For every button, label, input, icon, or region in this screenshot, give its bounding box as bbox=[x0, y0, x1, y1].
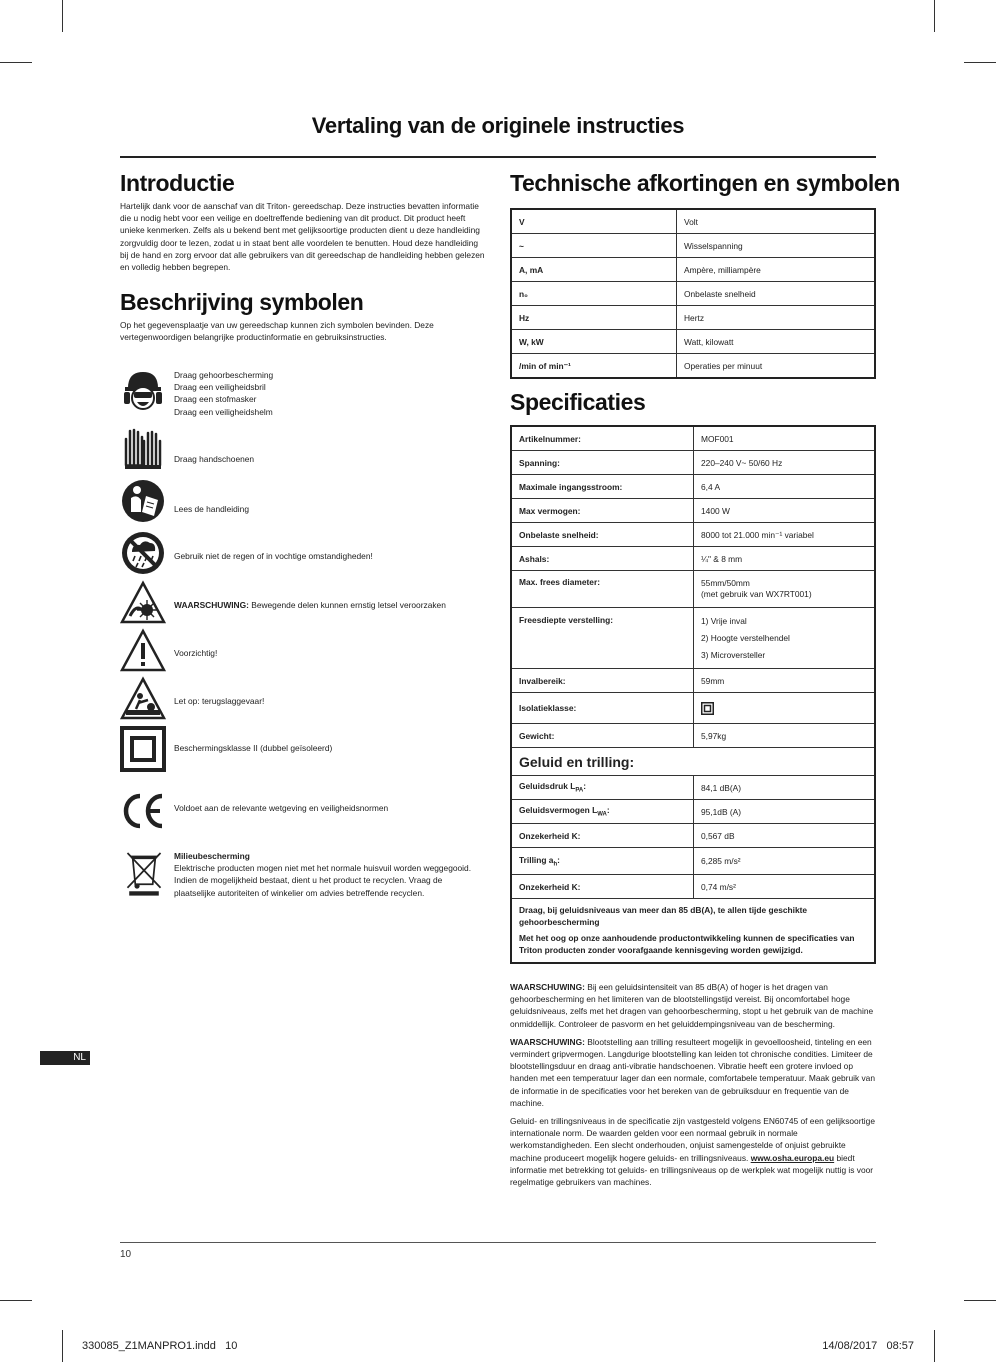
table-row bbox=[511, 776, 875, 800]
symbol-ppe bbox=[120, 368, 486, 418]
osha-link[interactable]: www.osha.europa.eu bbox=[750, 1152, 835, 1163]
abbrev-key: ~ bbox=[511, 234, 677, 258]
symbol-ce bbox=[120, 788, 486, 828]
warning-label: WAARSCHUWING: bbox=[510, 1036, 585, 1047]
spec-key-text: Geluidsvermogen L bbox=[519, 805, 598, 816]
abbrev-value: Watt, kilowatt bbox=[677, 330, 876, 354]
footer-rule bbox=[120, 1242, 876, 1243]
table-row bbox=[511, 354, 875, 379]
symbol-moving-parts bbox=[120, 580, 486, 626]
table-row bbox=[511, 475, 875, 499]
spec-value: 95,1dB (A) bbox=[694, 800, 876, 824]
symbols-text: Op het gegevensplaatje van uw gereedschap kunnen zich symbolen bevinden. Deze vertegenwoordigen belangrijke productinformatie en gebruiksinstructies. bbox=[120, 320, 434, 343]
spec-key: Onbelaste snelheid: bbox=[511, 523, 694, 547]
double-insulation-icon bbox=[701, 702, 714, 715]
abbrev-key: A, mA bbox=[511, 258, 677, 282]
table-row bbox=[511, 608, 875, 669]
sound-heading: Geluid en trilling: bbox=[511, 748, 875, 776]
ppe-line: Draag gehoorbescherming bbox=[174, 370, 274, 380]
table-row bbox=[511, 669, 875, 693]
abbrev-heading: Technische afkortingen en symbolen bbox=[510, 170, 900, 196]
table-row bbox=[511, 875, 875, 899]
symbol-caution bbox=[120, 628, 486, 674]
page-title: Vertaling van de originele instructies bbox=[311, 113, 685, 138]
table-row bbox=[511, 523, 875, 547]
warning-label: WAARSCHUWING: bbox=[510, 982, 585, 992]
weee-bin-icon bbox=[124, 846, 164, 900]
spec-key-text: Geluidsdruk L bbox=[519, 781, 576, 792]
table-row bbox=[511, 724, 875, 748]
rain-text: Gebruik niet de regen of in vochtige omstandigheden! bbox=[174, 551, 373, 561]
specs-table bbox=[510, 425, 876, 964]
table-row bbox=[511, 306, 875, 330]
table-row bbox=[511, 258, 875, 282]
table-row bbox=[511, 330, 875, 354]
table-row bbox=[511, 899, 875, 964]
caution-text: Voorzichtig! bbox=[174, 648, 218, 658]
language-tab: NL bbox=[40, 1051, 90, 1065]
symbol-kickback bbox=[120, 676, 486, 722]
crop-mark bbox=[964, 62, 996, 63]
crop-mark bbox=[934, 1330, 935, 1362]
table-row bbox=[511, 282, 875, 306]
spec-value: 220–240 V~ 50/60 Hz bbox=[694, 451, 876, 475]
spec-value: 2) Hoogte verstelhendel bbox=[701, 633, 790, 643]
table-row bbox=[511, 547, 875, 571]
crop-mark bbox=[934, 0, 935, 32]
spec-value: MOF001 bbox=[694, 426, 876, 451]
warning-text: Blootstelling aan trilling resulteert mogelijk in gevoelloosheid, tinteling en een vermindert gripvermogen. Langdurige blootstelling kan leiden tot chronische condities. Limiteer de blootstellingsduur en draag anti-vibratie handschoenen. Vibratie heeft een grotere invloed op handen met een temperatuur lager dan een normale, comfortabele temperatuur. Maak gebruik van de informatie in de specificaties voor het bereken van de gebruiksduur en frequentie van de machine. bbox=[510, 1036, 875, 1108]
class2-text: Beschermingsklasse II (dubbel geïsoleerd) bbox=[174, 743, 333, 753]
ppe-line: Draag een veiligheidshelm bbox=[174, 406, 273, 417]
spec-key-sub: h bbox=[553, 861, 558, 868]
crop-mark bbox=[964, 1300, 996, 1301]
spec-key: Geluidsvermogen $L_{WA}$: bbox=[511, 800, 694, 824]
spec-value: 3) Microversteller bbox=[701, 650, 766, 660]
gloves-text: Draag handschoenen bbox=[174, 454, 255, 464]
warnings-block bbox=[510, 981, 876, 1194]
spec-key: Maximale ingangsstroom: bbox=[511, 475, 694, 499]
table-row bbox=[511, 451, 875, 475]
specs-heading: Specificaties bbox=[510, 389, 646, 415]
spec-key: Freesdiepte verstelling: bbox=[511, 608, 694, 669]
abbrev-key: /min of min⁻¹ bbox=[511, 354, 677, 379]
spec-value: 1400 W bbox=[694, 499, 876, 523]
spec-key: Ashals: bbox=[511, 547, 694, 571]
abbrev-value: Volt bbox=[677, 209, 876, 234]
crop-mark bbox=[0, 1300, 32, 1301]
info-levels bbox=[510, 1115, 876, 1188]
spec-value: 55mm/50mm bbox=[701, 578, 750, 588]
abbrev-value: Onbelaste snelheid bbox=[677, 282, 876, 306]
symbol-weee bbox=[120, 846, 486, 902]
read-manual-icon bbox=[120, 478, 166, 524]
table-row bbox=[511, 499, 875, 523]
warning-vibration bbox=[510, 1036, 876, 1109]
table-row bbox=[511, 426, 875, 451]
table-row bbox=[511, 693, 875, 724]
table-row bbox=[511, 748, 875, 776]
spec-value: 84,1 dB(A) bbox=[694, 776, 876, 800]
spec-value: 0,567 dB bbox=[694, 824, 876, 848]
spec-value: 6,4 A bbox=[694, 475, 876, 499]
slug-file: 330085_Z1MANPRO1.indd 10 bbox=[82, 1340, 238, 1352]
abbrev-key: W, kW bbox=[511, 330, 677, 354]
spec-key: Invalbereik: bbox=[511, 669, 694, 693]
symbols-heading: Beschrijving symbolen bbox=[120, 289, 364, 315]
spec-key: Spanning: bbox=[511, 451, 694, 475]
info-text: Geluid- en trillingsniveaus in de specificatie zijn vastgesteld volgens EN60745 of een gelijksoortige internationale norm. De waarden gelden voor een normaal gebruik in normale werkomstandigheden. Een slecht onderhouden, onjuist samengestelde of onjuist gebruikte machine produceert mogelijk hogere geluids- en trillingsniveaus. bbox=[510, 1116, 875, 1163]
spec-key: Artikelnummer: bbox=[511, 426, 694, 451]
ppe-head-icon bbox=[120, 368, 166, 414]
warning-text: Bij een geluidsintensiteit van 85 dB(A) of hoger is het dragen van gehoorbescherming en het limiteren van de blootstellingstijd vereist. Bij oncomfortabel hoge geluidsniveaus, zelfs met het dragen van gehoorbescherming, stopt u het gebruik van de machine onmiddellijk. Controleer de pasvorm en het geluiddempingsniveau van de bescherming. bbox=[510, 982, 874, 1029]
warning-noise bbox=[510, 981, 876, 1030]
intro-heading: Introductie bbox=[120, 170, 235, 196]
table-row bbox=[511, 800, 875, 824]
abbrev-key: Hz bbox=[511, 306, 677, 330]
symbol-class2 bbox=[120, 726, 486, 772]
kickback-text: Let op: terugslaggevaar! bbox=[174, 696, 265, 706]
gloves-icon bbox=[120, 425, 166, 471]
table-row bbox=[511, 571, 875, 608]
manual-text: Lees de handleiding bbox=[174, 504, 249, 514]
slug-date: 14/08/2017 08:57 bbox=[822, 1340, 914, 1352]
symbol-rain bbox=[120, 530, 486, 576]
no-rain-icon bbox=[120, 530, 166, 576]
spec-key-sub: PA bbox=[575, 787, 584, 794]
ce-mark-icon bbox=[120, 788, 166, 834]
title-rule bbox=[120, 156, 876, 158]
abbrev-key: V bbox=[511, 209, 677, 234]
spec-key: Trilling $a_h$: bbox=[511, 848, 694, 875]
moving-bold: WAARSCHUWING: bbox=[174, 600, 249, 610]
symbol-gloves bbox=[120, 425, 486, 471]
crop-mark bbox=[62, 0, 63, 32]
ce-text: Voldoet aan de relevante wetgeving en veiligheidsnormen bbox=[174, 803, 389, 813]
abbrev-value: Wisselspanning bbox=[677, 234, 876, 258]
spec-key-sub: WA bbox=[597, 811, 607, 818]
intro-text: Hartelijk dank voor de aanschaf van dit Triton- gereedschap. Deze instructies bevatten informatie die u nodig hebt voor een veilige en doeltreffende bediening van dit product. Dit product heeft unieke kenmerken. Zelfs als u bekend bent met gelijksoortige producten dient u deze handleiding zorgvuldig door te lezen, zodat u in staat bent alle voordelen te benutten. Houd deze handleiding bij de hand en zorg ervoor dat alle gebruikers van dit gereedschap de handleiding hebben gelezen en volledig hebben begrepen. bbox=[120, 201, 485, 273]
abbrev-table bbox=[510, 208, 876, 379]
abbrev-key: n₀ bbox=[511, 282, 677, 306]
spec-value: 0,74 m/s² bbox=[694, 875, 876, 899]
ppe-line: Draag een stofmasker bbox=[174, 394, 257, 405]
spec-value: 5,97kg bbox=[694, 724, 876, 748]
spec-key: Onzekerheid K: bbox=[511, 875, 694, 899]
spec-key: Gewicht: bbox=[511, 724, 694, 748]
table-row bbox=[511, 824, 875, 848]
abbrev-value: Operaties per minuut bbox=[677, 354, 876, 379]
spec-value: 6,285 m/s² bbox=[694, 848, 876, 875]
abbrev-value: Hertz bbox=[677, 306, 876, 330]
spec-key: Onzekerheid K: bbox=[511, 824, 694, 848]
weee-text: Elektrische producten mogen niet met het normale huisvuil worden weggegooid. Indien de mogelijkheid bestaat, dient u het product te recyclen. Vraag de plaatselijke autoriteiten of winkelier om advies betreffende recyclen. bbox=[174, 863, 472, 898]
symbol-manual bbox=[120, 478, 486, 524]
spec-value: 59mm bbox=[694, 669, 876, 693]
table-row bbox=[511, 209, 875, 234]
spec-value: ¼" & 8 mm bbox=[694, 547, 876, 571]
moving-text bbox=[174, 599, 446, 611]
spec-value: (met gebruik van WX7RT001) bbox=[701, 589, 812, 599]
spec-key: Isolatieklasse: bbox=[511, 693, 694, 724]
ppe-line: Draag een veiligheidsbril bbox=[174, 382, 266, 393]
caution-icon bbox=[120, 628, 166, 674]
table-row bbox=[511, 234, 875, 258]
spec-key: Geluidsdruk $L_{PA}$: bbox=[511, 776, 694, 800]
page-number: 10 bbox=[120, 1249, 132, 1260]
crop-mark bbox=[0, 62, 32, 63]
abbrev-value: Ampère, milliampère bbox=[677, 258, 876, 282]
moving-parts-warning-icon bbox=[120, 580, 166, 626]
spec-key: Max vermogen: bbox=[511, 499, 694, 523]
moving-desc: Bewegende delen kunnen ernstig letsel veroorzaken bbox=[251, 600, 446, 610]
spec-value: 8000 tot 21.000 min⁻¹ variabel bbox=[694, 523, 876, 547]
crop-mark bbox=[62, 1330, 63, 1362]
kickback-icon bbox=[120, 676, 166, 722]
info-text: biedt informatie met betrekking tot geluids- en trillingsniveaus op de werkplek wat mogelijk nuttig is voor regelmatige gebruikers van machines. bbox=[510, 1152, 874, 1188]
spec-note: Met het oog op onze aanhoudende productontwikkeling kunnen de specificaties van Triton producten zonder voorafgaande kennisgeving worden gewijzigd. bbox=[519, 933, 855, 955]
weee-title: Milieubescherming bbox=[174, 851, 250, 861]
double-insulation-icon bbox=[120, 726, 166, 772]
spec-key: Max. frees diameter: bbox=[511, 571, 694, 608]
table-row bbox=[511, 848, 875, 875]
spec-note: Draag, bij geluidsniveaus van meer dan 85 dB(A), te allen tijde geschikte gehoorbescherming bbox=[519, 905, 808, 927]
spec-value: 1) Vrije inval bbox=[701, 616, 747, 626]
spec-key-text: Trilling a bbox=[519, 854, 554, 865]
